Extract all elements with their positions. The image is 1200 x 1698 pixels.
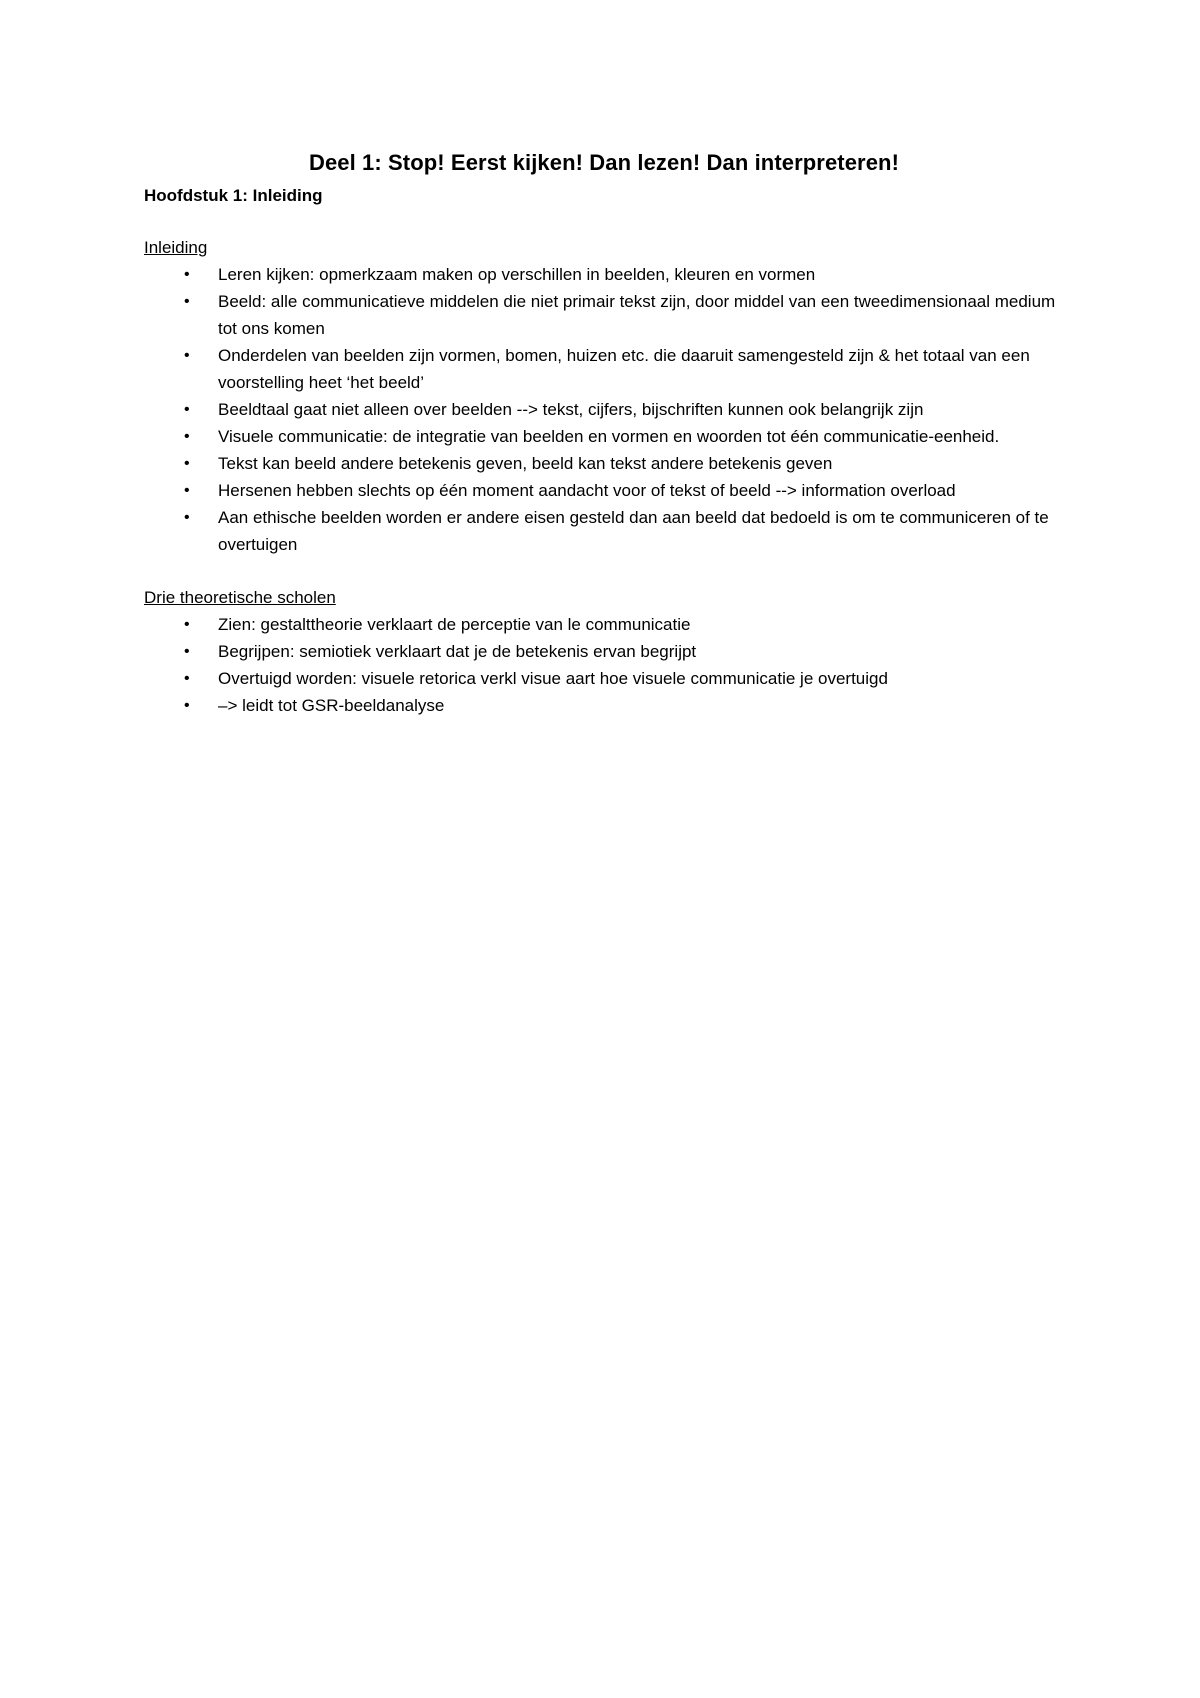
section-inleiding (144, 234, 1064, 558)
chapter-heading: Hoofdstuk 1: Inleiding (144, 186, 323, 205)
list-item (144, 288, 1064, 342)
list-item-text: Hersenen hebben slechts op één moment aandacht voor of tekst of beeld --> information overload (218, 481, 956, 500)
list-item (144, 665, 1064, 692)
document-content (144, 150, 1064, 745)
bullet-icon: • (184, 670, 190, 687)
list-item-text: Visuele communicatie: de integratie van beelden en vormen en woorden tot één communicatie-eenheid. (218, 427, 1000, 446)
document-title: Deel 1: Stop! Eerst kijken! Dan lezen! Dan interpreteren! (308, 150, 900, 175)
bullet-icon: • (184, 616, 190, 633)
bullet-list (144, 611, 1064, 719)
list-item-text: Tekst kan beeld andere betekenis geven, beeld kan tekst andere betekenis geven (218, 454, 833, 473)
section-drie-theoretische-scholen (144, 584, 1064, 719)
list-item (144, 450, 1064, 477)
bullet-icon: • (184, 266, 190, 283)
bullet-list (144, 261, 1064, 558)
list-item-text: Overtuigd worden: visuele retorica verkl visue aart hoe visuele communicatie je overtuigd (218, 669, 888, 688)
section-heading: Inleiding (144, 238, 208, 257)
bullet-icon: • (184, 401, 190, 418)
list-item (144, 261, 1064, 288)
section-heading: Drie theoretische scholen (144, 588, 336, 607)
list-item (144, 477, 1064, 504)
bullet-icon: • (184, 455, 190, 472)
list-item-text: Begrijpen: semiotiek verklaart dat je de betekenis ervan begrijpt (218, 642, 697, 661)
list-item-text: Aan ethische beelden worden er andere eisen gesteld dan aan beeld dat bedoeld is om te communiceren of te overtuigen (218, 508, 1049, 554)
list-item-text: Beeldtaal gaat niet alleen over beelden --> tekst, cijfers, bijschriften kunnen ook belangrijk zijn (218, 400, 924, 419)
bullet-icon: • (184, 643, 190, 660)
list-item (144, 504, 1064, 558)
list-item-text: Zien: gestalttheorie verklaart de perceptie van le communicatie (218, 615, 691, 634)
bullet-icon: • (184, 428, 190, 445)
list-item-text: Leren kijken: opmerkzaam maken op verschillen in beelden, kleuren en vormen (218, 265, 816, 284)
bullet-icon: • (184, 697, 190, 714)
list-item-text: Beeld: alle communicatieve middelen die niet primair tekst zijn, door middel van een tweedimensionaal medium tot ons komen (218, 292, 1056, 338)
bullet-icon: • (184, 293, 190, 310)
list-item-text: –> leidt tot GSR-beeldanalyse (218, 696, 445, 715)
bullet-icon: • (184, 347, 190, 364)
list-item (144, 638, 1064, 665)
list-item (144, 611, 1064, 638)
list-item (144, 423, 1064, 450)
bullet-icon: • (184, 509, 190, 526)
list-item (144, 692, 1064, 719)
list-item-text: Onderdelen van beelden zijn vormen, bomen, huizen etc. die daaruit samengesteld zijn & het totaal van een voorstelling heet ‘het beeld’ (218, 346, 1030, 392)
list-item (144, 396, 1064, 423)
list-item (144, 342, 1064, 396)
bullet-icon: • (184, 482, 190, 499)
